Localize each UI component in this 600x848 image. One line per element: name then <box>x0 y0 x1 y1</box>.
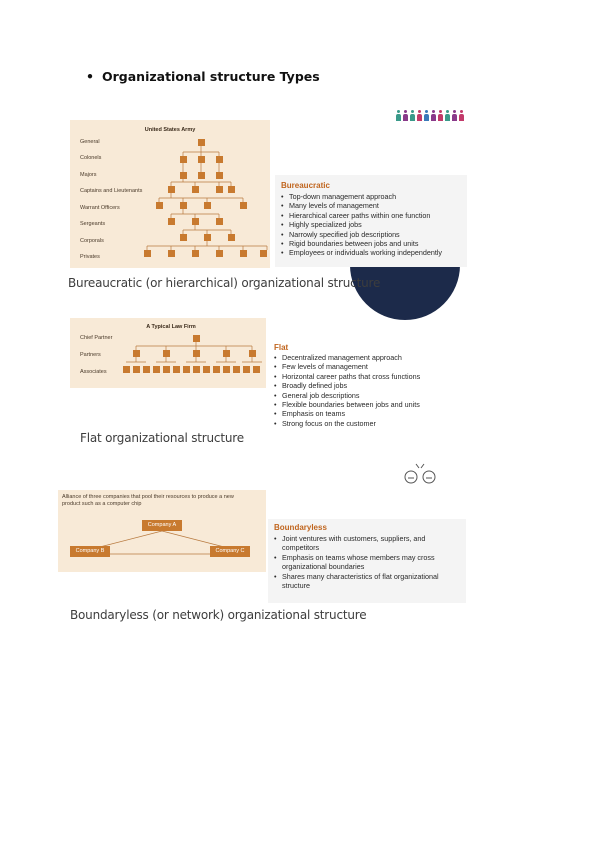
org-box <box>204 234 211 241</box>
org-box <box>156 202 163 209</box>
org-box <box>249 350 256 357</box>
org-box <box>133 350 140 357</box>
org-box <box>216 186 223 193</box>
org-box <box>240 202 247 209</box>
list-item: • Highly specialized jobs <box>281 220 442 229</box>
bureaucratic-caption: Bureaucratic (or hierarchical) organizational structure <box>68 276 381 290</box>
flat-description <box>268 340 464 442</box>
list-item: • General job descriptions <box>274 391 420 400</box>
org-box <box>253 366 260 373</box>
org-box <box>180 202 187 209</box>
org-box <box>240 250 247 257</box>
description-list <box>274 534 462 590</box>
org-box <box>228 234 235 241</box>
org-box <box>168 250 175 257</box>
list-item: • Top-down management approach <box>281 192 442 201</box>
description-list <box>274 353 420 428</box>
org-box <box>163 366 170 373</box>
org-box <box>243 366 250 373</box>
chart-title: A Typical Law Firm <box>146 324 196 330</box>
alliance-description: Alliance of three companies that pool their resources to produce a new product such as a computer chip <box>62 494 234 507</box>
list-item: • Broadly defined jobs <box>274 381 420 390</box>
org-box <box>123 366 130 373</box>
bullet: • <box>86 69 94 84</box>
org-box <box>163 350 170 357</box>
org-box <box>213 366 220 373</box>
org-box <box>216 218 223 225</box>
org-box <box>192 250 199 257</box>
org-box <box>216 250 223 257</box>
section-heading <box>86 69 320 84</box>
org-box <box>168 218 175 225</box>
org-box <box>260 250 267 257</box>
org-box <box>198 139 205 146</box>
description-list <box>281 192 442 258</box>
org-box <box>204 202 211 209</box>
org-box <box>144 250 151 257</box>
list-item: • Rigid boundaries between jobs and units <box>281 239 442 248</box>
org-box <box>173 366 180 373</box>
list-item: • Emphasis on teams whose members may cross organizational boundaries <box>274 553 462 572</box>
company-node: Company A <box>142 520 182 531</box>
org-box <box>193 350 200 357</box>
description-title: Boundaryless <box>274 523 327 532</box>
org-box <box>180 234 187 241</box>
flat-chart <box>70 318 266 388</box>
list-item: • Horizontal career paths that cross functions <box>274 372 420 381</box>
org-box <box>153 366 160 373</box>
list-item: • Many levels of management <box>281 201 442 210</box>
org-box <box>198 156 205 163</box>
org-box <box>192 186 199 193</box>
flat-caption: Flat organizational structure <box>80 431 244 445</box>
rank-label: General <box>80 139 100 145</box>
company-node: Company B <box>70 546 110 557</box>
faces-icon <box>402 460 444 486</box>
list-item: • Decentralized management approach <box>274 353 420 362</box>
rank-label: Partners <box>80 352 101 358</box>
list-item: • Flexible boundaries between jobs and units <box>274 400 420 409</box>
hierarchy-lines <box>70 120 270 268</box>
rank-label: Warrant Officers <box>80 205 120 211</box>
list-item: • Few levels of management <box>274 362 420 371</box>
description-title: Bureaucratic <box>281 181 330 190</box>
list-item: • Emphasis on teams <box>274 409 420 418</box>
company-node: Company C <box>210 546 250 557</box>
boundaryless-caption: Boundaryless (or network) organizational structure <box>70 608 367 622</box>
org-box <box>168 186 175 193</box>
rank-label: Colonels <box>80 155 102 161</box>
org-box <box>203 366 210 373</box>
org-box <box>228 186 235 193</box>
description-title: Flat <box>274 343 289 352</box>
org-box <box>216 156 223 163</box>
list-item: • Shares many characteristics of flat organizational structure <box>274 572 462 591</box>
rank-label: Captains and Lieutenants <box>80 188 143 194</box>
org-box <box>183 366 190 373</box>
org-box <box>143 366 150 373</box>
rank-label: Associates <box>80 369 107 375</box>
org-box <box>216 172 223 179</box>
list-item: • Narrowly specified job descriptions <box>281 230 442 239</box>
org-box <box>180 156 187 163</box>
org-box <box>198 172 205 179</box>
org-box <box>223 350 230 357</box>
boundaryless-chart <box>58 490 266 572</box>
org-box <box>133 366 140 373</box>
rank-label: Sergeants <box>80 221 106 227</box>
org-box <box>192 218 199 225</box>
rank-label: Corporals <box>80 238 104 244</box>
org-box <box>223 366 230 373</box>
rank-label: Privates <box>80 254 100 260</box>
rank-label: Chief Partner <box>80 335 113 341</box>
org-box <box>193 335 200 342</box>
chart-title: United States Army <box>144 127 196 133</box>
org-box <box>233 366 240 373</box>
org-box <box>180 172 187 179</box>
heading-text: Organizational structure Types <box>102 69 320 84</box>
list-item: • Joint ventures with customers, suppliers, and competitors <box>274 534 462 553</box>
rank-label: Majors <box>80 172 97 178</box>
people-icon <box>396 110 464 121</box>
bureaucratic-chart <box>70 120 270 268</box>
org-box <box>193 366 200 373</box>
list-item: • Employees or individuals working independently <box>281 248 442 257</box>
list-item: • Hierarchical career paths within one function <box>281 211 442 220</box>
boundaryless-description <box>268 519 466 603</box>
bureaucratic-description <box>275 175 467 267</box>
network-lines <box>58 490 266 572</box>
list-item: • Strong focus on the customer <box>274 419 420 428</box>
